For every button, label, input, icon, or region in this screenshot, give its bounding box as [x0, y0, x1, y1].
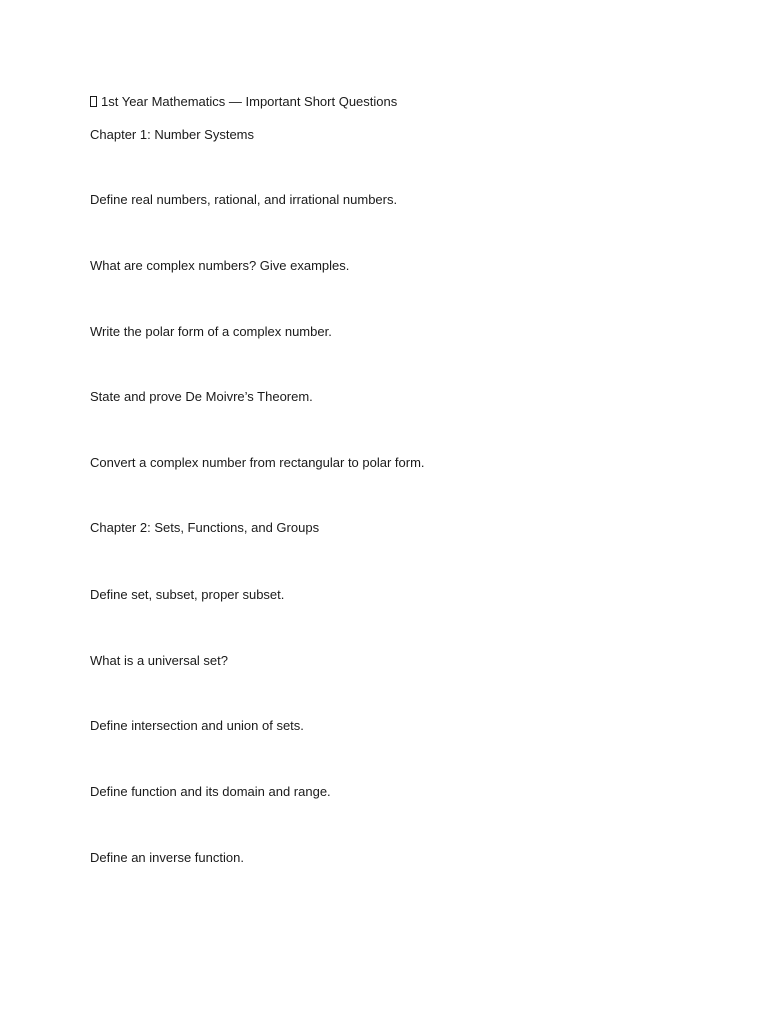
- missing-glyph-icon: [90, 96, 97, 107]
- document-title: 1st Year Mathematics — Important Short Questions: [101, 94, 398, 109]
- question-item: Convert a complex number from rectangular to polar form.: [90, 455, 425, 470]
- chapter-heading: Chapter 2: Sets, Functions, and Groups: [90, 520, 320, 535]
- question-item: Define intersection and union of sets.: [90, 718, 304, 733]
- document-title-line: [90, 94, 397, 110]
- question-item: Write the polar form of a complex number.: [90, 324, 332, 339]
- question-item: State and prove De Moivre’s Theorem.: [90, 389, 313, 404]
- question-item: Define function and its domain and range.: [90, 784, 331, 799]
- question-item: Define an inverse function.: [90, 850, 244, 865]
- chapter-heading: Chapter 1: Number Systems: [90, 127, 255, 142]
- question-item: Define set, subset, proper subset.: [90, 587, 285, 602]
- question-item: What is a universal set?: [90, 653, 229, 668]
- question-item: What are complex numbers? Give examples.: [90, 258, 350, 273]
- question-item: Define real numbers, rational, and irrational numbers.: [90, 192, 398, 207]
